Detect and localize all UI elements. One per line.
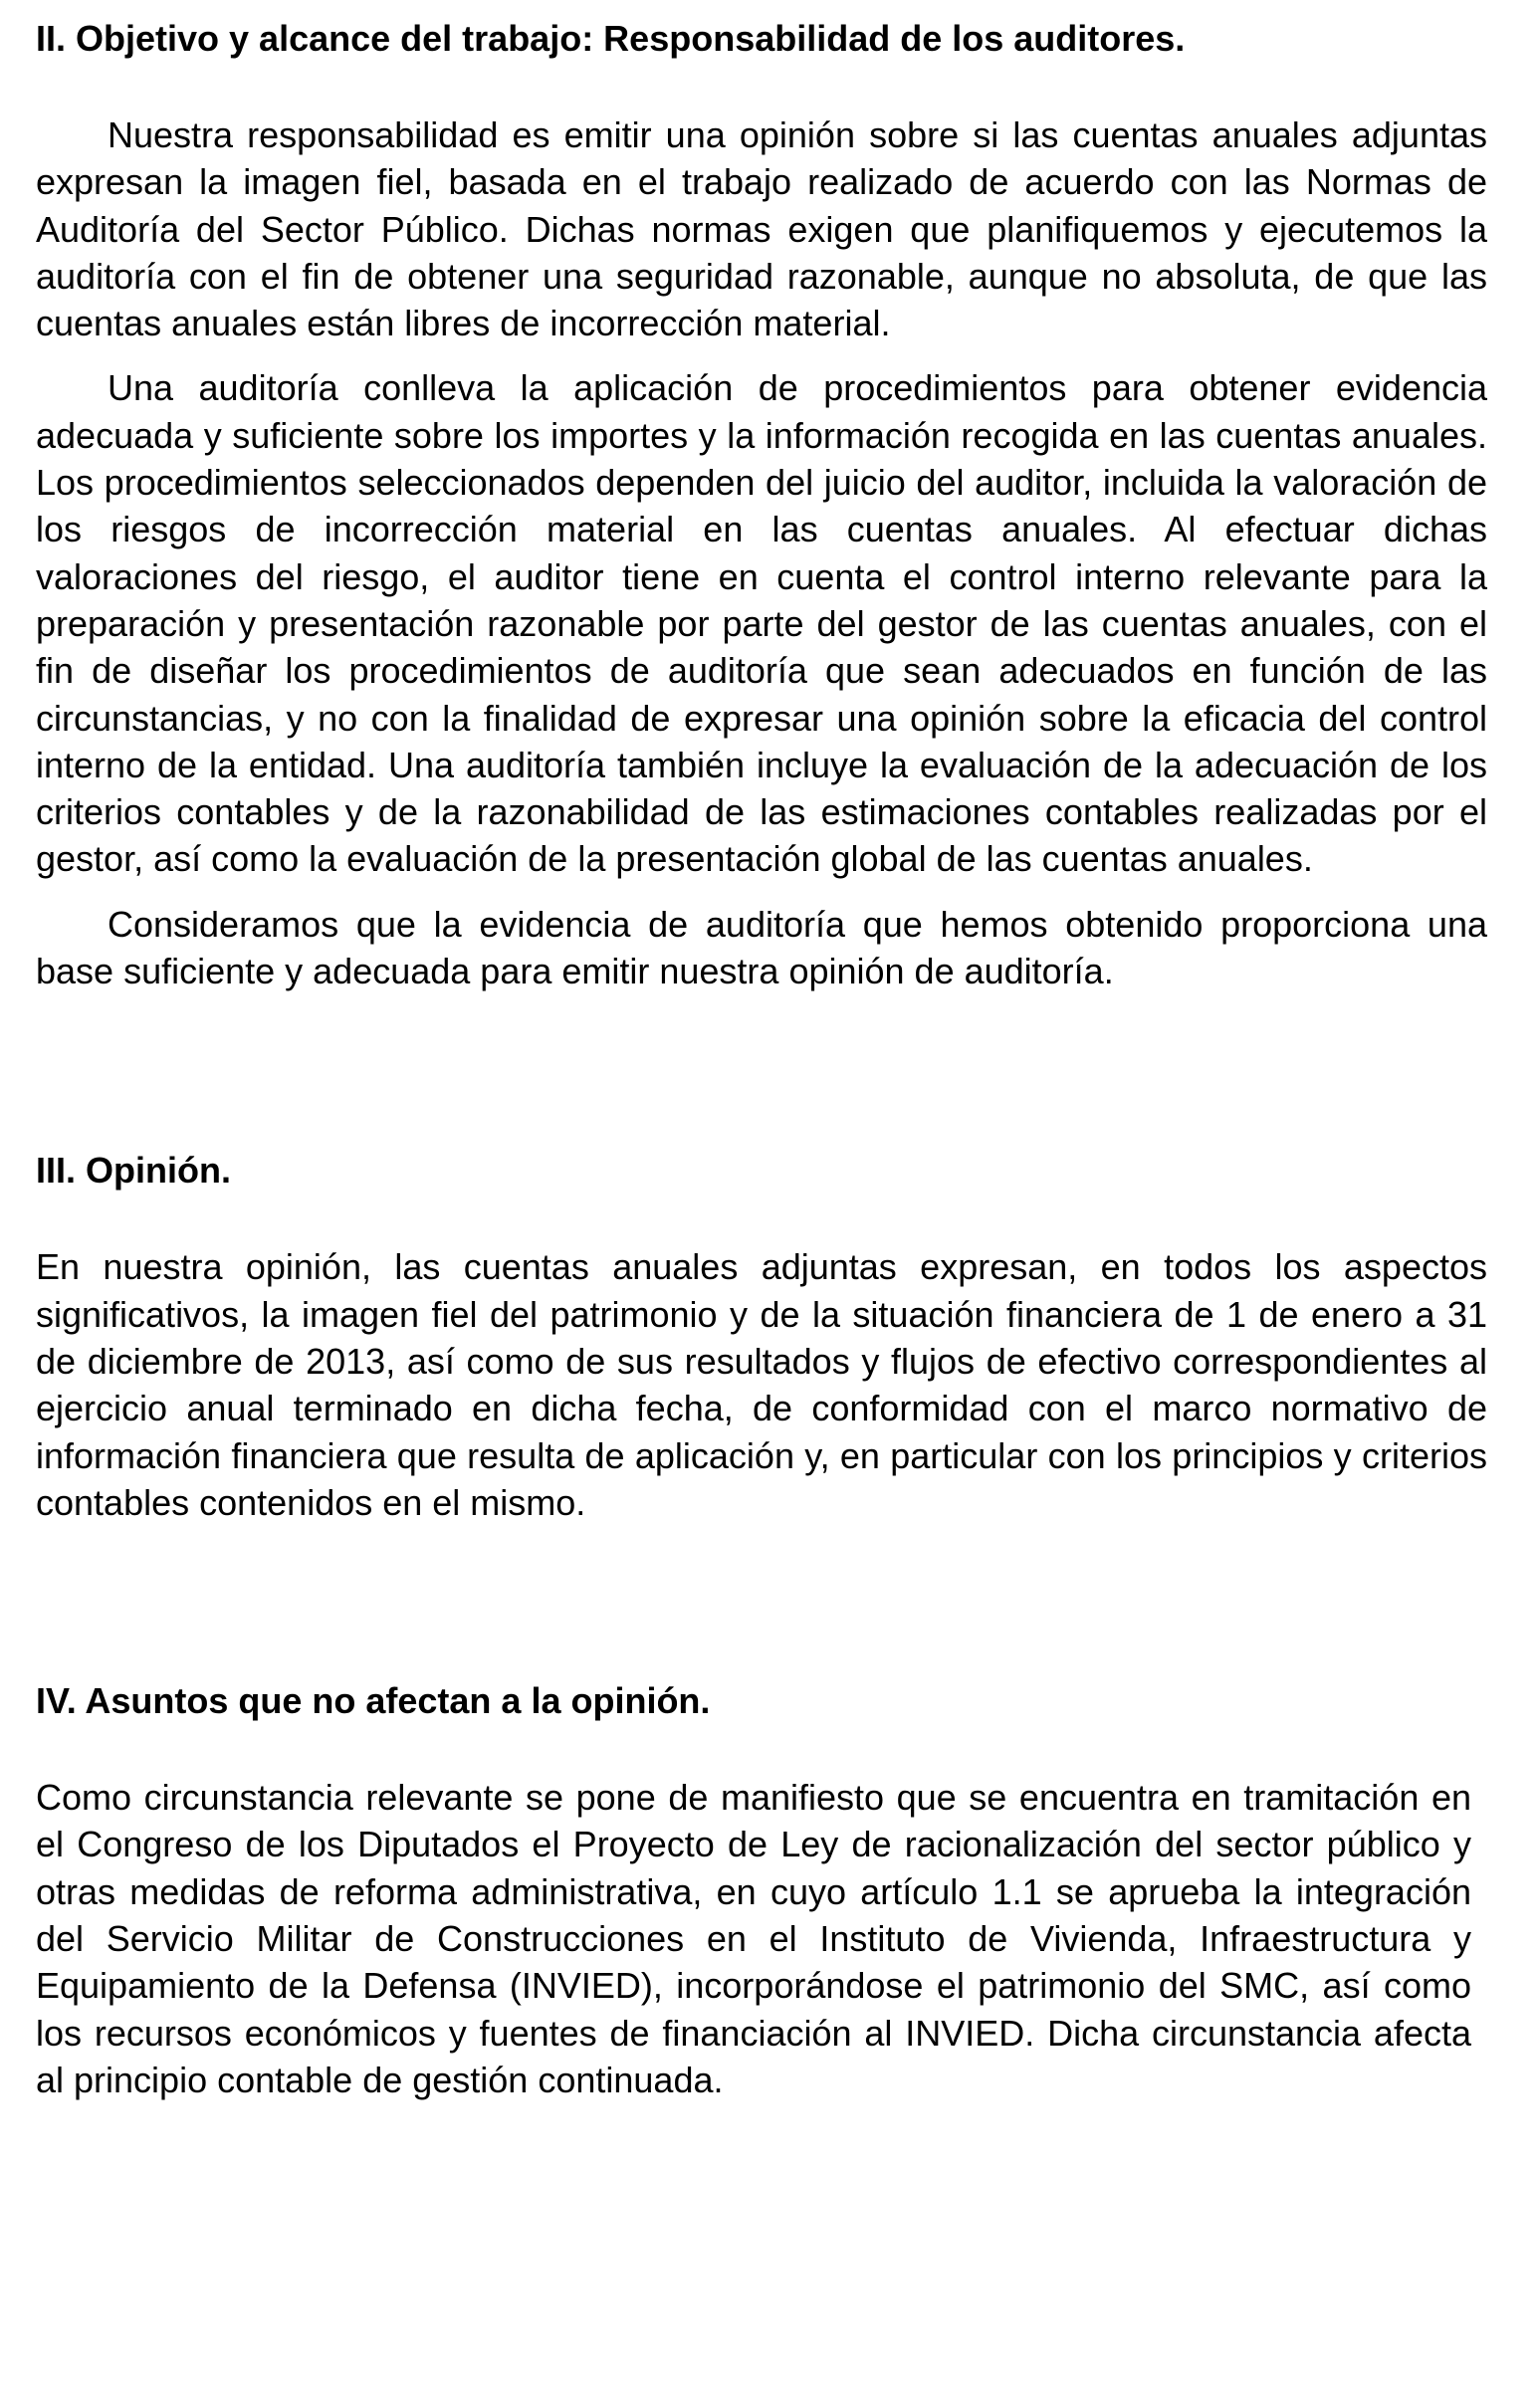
section-heading: II. Objetivo y alcance del trabajo: Responsabilidad de los auditores. [36,18,1186,59]
paragraph: Una auditoría conlleva la aplicación de procedimientos para obtener evidencia adecuada y suficiente sobre los importes y la información recogida en las cuentas anuales. Los procedimientos seleccionados dependen del juicio del auditor, incluida la valoración de los riesgos de incorrección material en las cuentas anuales. Al efectuar dichas valoraciones del riesgo, el auditor tiene en cuenta el control interno relevante para la preparación y presentación razonable por parte del gestor de las cuentas anuales, con el fin de diseñar los procedimientos de auditoría que sean adecuados en función de las circunstancias, y no con la finalidad de expresar una opinión sobre la eficacia del control interno de la entidad. Una auditoría también incluye la evaluación de la adecuación de los criterios contables y de la razonabilidad de las estimaciones contables realizadas por el gestor, así como la evaluación de la presentación global de las cuentas anuales. [36,367,1487,880]
paragraph: Como circunstancia relevante se pone de manifiesto que se encuentra en tramitación en el Congreso de los Diputados el Proyecto de Ley de racionalización del sector público y otras medidas de reforma administrativa, en cuyo artículo 1.1 se aprueba la integración del Servicio Militar de Construcciones en el Instituto de Vivienda, Infraestructura y Equipamiento de la Defensa (INVIED), incorporándose el patrimonio del SMC, así como los recursos económicos y fuentes de financiación al INVIED. Dicha circunstancia afecta al principio contable de gestión continuada. [36,1777,1471,2100]
section-asuntos [36,1677,1487,2103]
section-opinion [36,1147,1487,1526]
section-objetivo-alcance [36,15,1487,994]
paragraph: Consideramos que la evidencia de auditoría que hemos obtenido proporciona una base suficiente y adecuada para emitir nuestra opinión de auditoría. [36,903,1487,992]
section-heading: III. Opinión. [36,1150,231,1192]
paragraph: Nuestra responsabilidad es emitir una opinión sobre si las cuentas anuales adjuntas expresan la imagen fiel, basada en el trabajo realizado de acuerdo con las Normas de Auditoría del Sector Público. Dichas normas exigen que planifiquemos y ejecutemos la auditoría con el fin de obtener una seguridad razonable, aunque no absoluta, de que las cuentas anuales están libres de incorrección material. [36,114,1487,344]
section-heading: IV. Asuntos que no afectan a la opinión. [36,1680,711,1722]
paragraph: En nuestra opinión, las cuentas anuales adjuntas expresan, en todos los aspectos significativos, la imagen fiel del patrimonio y de la situación financiera de 1 de enero a 31 de diciembre de 2013, así como de sus resultados y flujos de efectivo correspondientes al ejercicio anual terminado en dicha fecha, de conformidad con el marco normativo de información financiera que resulta de aplicación y, en particular con los principios y criterios contables contenidos en el mismo. [36,1246,1487,1523]
document-page [36,0,1487,2103]
